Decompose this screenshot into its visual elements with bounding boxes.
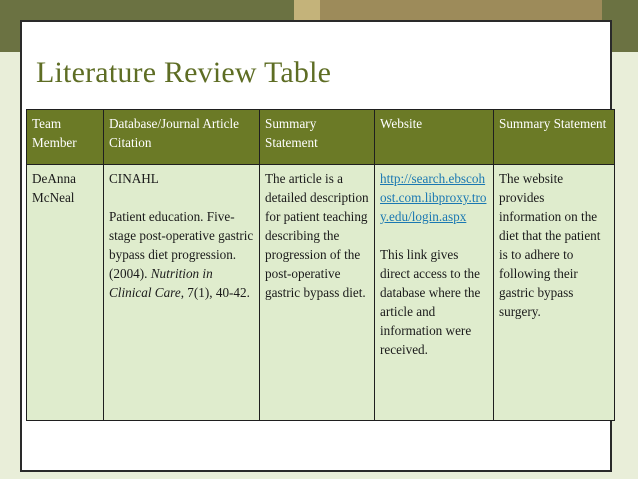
cell-summary: The article is a detailed description for patient teaching describing the progression of the post-operative gastric bypass diet. [260,165,375,421]
table-header-row [27,110,615,165]
citation-journal: Nutrition in Clinical Care [109,266,213,300]
cell-team-member: DeAnna McNeal [27,165,104,421]
header-summary-statement-2: Summary Statement [494,110,615,165]
slide-title: Literature Review Table [36,56,332,89]
citation-text [109,207,254,302]
header-website: Website [375,110,494,165]
header-summary-statement: Summary Statement [260,110,375,165]
website-link[interactable]: http://search.ebscohost.com.libproxy.troy.edu/login.aspx [380,171,487,224]
citation-volume: , 7(1), 40-42. [180,285,250,300]
header-team-member: Team Member [27,110,104,165]
cell-website [375,165,494,421]
website-note: This link gives direct access to the database where the article and information were received. [380,247,481,357]
table-row [27,165,615,421]
database-name: CINAHL [109,171,159,186]
citation-body: Patient education. Five-stage post-operative gastric bypass diet progression. (2004). [109,209,254,281]
cell-citation [104,165,260,421]
literature-table [26,109,615,421]
header-database-citation: Database/Journal Article Citation [104,110,260,165]
cell-summary-2: The website provides information on the diet that the patient is to adhere to following their gastric bypass surgery. [494,165,615,421]
